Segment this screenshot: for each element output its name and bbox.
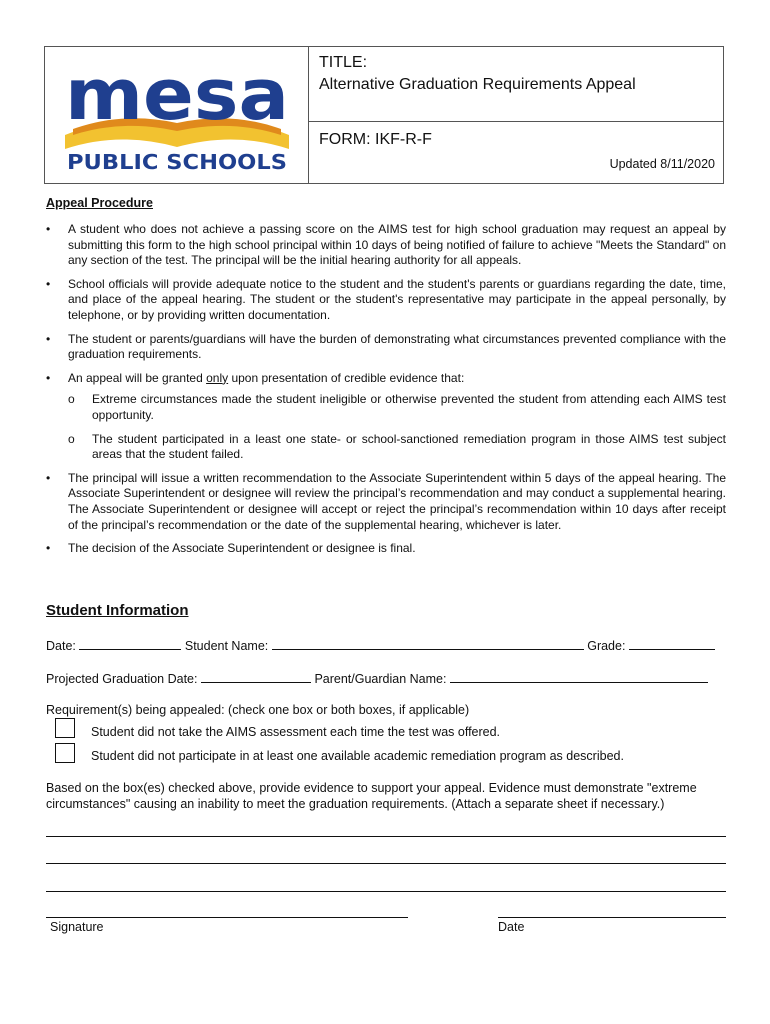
bullet-text: School officials will provide adequate notice to the student and the student's parents or guardians regarding the date, time, and place of the appeal hearing. The student or the student's representative may participate in the appeal personally, by telephone, or by providing written documentation. xyxy=(68,276,726,322)
evidence-line-2[interactable] xyxy=(46,863,726,864)
student-info-heading: Student Information xyxy=(46,602,189,619)
appeal-procedure xyxy=(46,196,726,565)
grade-label: Grade: xyxy=(587,639,626,653)
guardian-name-field[interactable] xyxy=(450,670,708,683)
list-item xyxy=(46,541,726,557)
title-cell xyxy=(309,47,723,122)
signature-date-label: Date xyxy=(498,920,525,934)
mesa-logo xyxy=(59,57,295,175)
evidence-instructions: Based on the box(es) checked above, provide evidence to support your appeal. Evidence must demonstrate "extreme circumstances" causing an inability to meet the graduation requirements. (Attach a separate sheet if necessary.) xyxy=(46,781,697,811)
bullet-icon: • xyxy=(46,276,51,291)
sub-bullet-icon: o xyxy=(68,431,75,446)
logo-subtitle: PUBLIC SCHOOLS xyxy=(67,150,287,174)
bullet-text: upon presentation of credible evidence that: xyxy=(228,370,465,385)
sub-bullet-text: The student participated in a least one state- or school-sanctioned remediation program in those AIMS test subject areas that the student failed. xyxy=(92,431,726,462)
title-label: TITLE: xyxy=(319,54,368,71)
evidence-line-1[interactable] xyxy=(46,836,726,837)
list-item xyxy=(46,471,726,533)
signature-date-line[interactable] xyxy=(498,917,726,918)
evidence-line-3[interactable] xyxy=(46,891,726,892)
list-item xyxy=(68,392,726,423)
projected-graduation-field[interactable] xyxy=(201,670,311,683)
signature-label: Signature xyxy=(50,920,104,934)
option-no-remediation: Student did not participate in at least one available academic remediation program as described. xyxy=(91,749,624,763)
sub-bullet-text: Extreme circumstances made the student ineligible or otherwise prevented the student from attending each AIMS test opportunity. xyxy=(92,392,726,422)
sub-bullet-icon: o xyxy=(68,392,75,407)
checkbox-no-remediation[interactable] xyxy=(55,743,75,763)
projected-graduation-label: Projected Graduation Date: xyxy=(46,672,198,686)
bullet-icon: • xyxy=(46,331,51,346)
signature-line[interactable] xyxy=(46,917,408,918)
student-name-label: Student Name: xyxy=(184,639,269,653)
student-name-field[interactable] xyxy=(272,637,584,650)
bullet-icon: • xyxy=(46,370,51,385)
form-id-cell xyxy=(309,122,723,183)
updated-date: Updated 8/11/2020 xyxy=(609,157,715,171)
date-label: Date: xyxy=(46,639,76,653)
bullet-text: The principal will issue a written recommendation to the Associate Superintendent within 5 days of the appeal hearing. The Associate Superintendent or designee will review the principal’s recommendation and may conduct a supplemental hearing. The Associate Superintendent or designee will accept or reject the principal’s recommendation within 10 days after receipt of the principal’s recommendation or the date of the supplemental hearing, whichever is later. xyxy=(68,470,726,532)
bullet-icon: • xyxy=(46,470,51,485)
row-date-name-grade xyxy=(46,637,715,653)
option-aims-not-taken: Student did not take the AIMS assessment each time the test was offered. xyxy=(91,725,501,739)
requirements-label: Requirement(s) being appealed: (check one box or both boxes, if applicable) xyxy=(46,703,470,717)
list-item xyxy=(46,277,726,324)
form-header xyxy=(44,46,724,184)
list-item xyxy=(46,332,726,363)
bullet-text: An appeal will be granted xyxy=(68,370,207,385)
form-title: Alternative Graduation Requirements Appeal xyxy=(319,76,636,93)
logo-word: mesa xyxy=(65,57,289,136)
procedure-list xyxy=(46,222,726,557)
list-item xyxy=(68,432,726,463)
checkbox-aims-not-taken[interactable] xyxy=(55,718,75,738)
grade-field[interactable] xyxy=(629,637,715,650)
bullet-icon: • xyxy=(46,541,51,556)
bullet-icon: • xyxy=(46,222,51,236)
guardian-name-label: Parent/Guardian Name: xyxy=(314,672,447,686)
appeal-heading: Appeal Procedure xyxy=(46,196,153,210)
bullet-text: A student who does not achieve a passing score on the AIMS test for high school graduation may request an appeal by submitting this form to the high school principal within 10 days of being notified of failure to achieve "Meets the Standard" on any section of the test. The principal will be the initial hearing authority for all appeals. xyxy=(68,222,726,268)
form-id: FORM: IKF-R-F xyxy=(319,131,432,148)
emphasis-only: only xyxy=(206,370,229,385)
evidence-sublist xyxy=(68,392,726,462)
date-field[interactable] xyxy=(79,637,181,650)
bullet-text: The decision of the Associate Superintendent or designee is final. xyxy=(68,541,416,556)
logo-cell xyxy=(45,47,309,183)
bullet-text: The student or parents/guardians will have the burden of demonstrating what circumstances prevented compliance with the graduation requirements. xyxy=(68,331,726,362)
row-graduation-guardian xyxy=(46,670,708,686)
list-item xyxy=(46,371,726,463)
list-item xyxy=(46,222,726,269)
